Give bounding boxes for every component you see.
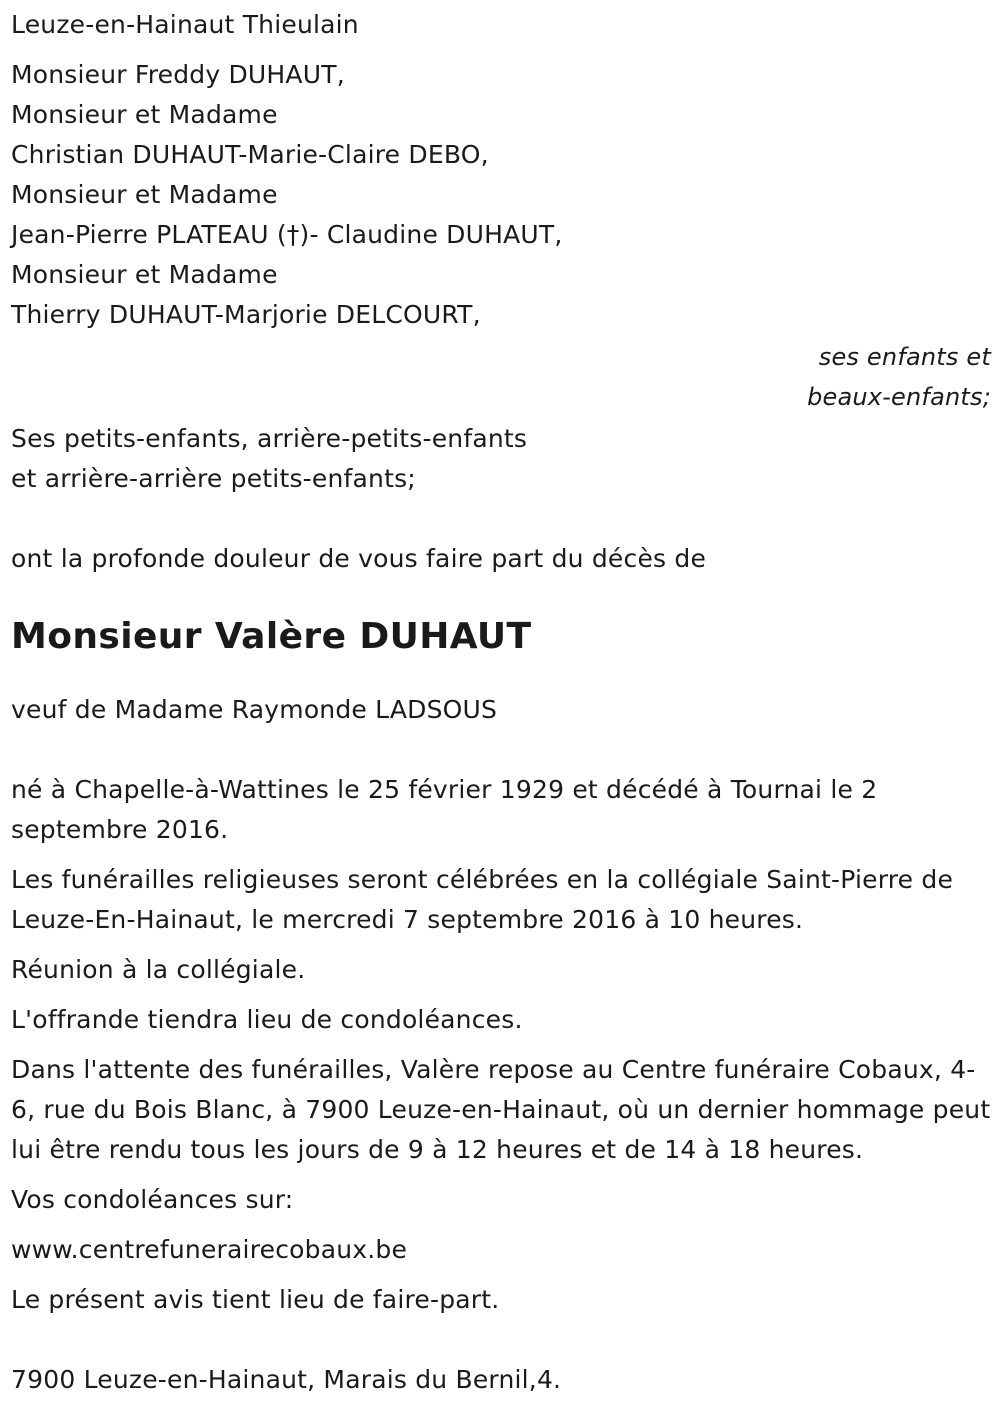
family-line: Thierry DUHAUT-Marjorie DELCOURT, [11,300,481,329]
grandchildren-line: Ses petits-enfants, arrière-petits-enfants [11,424,528,453]
website-link[interactable]: www.centrefunerairecobaux.be [11,1235,408,1264]
grandchildren-line: et arrière-arrière petits-enfants; [11,464,416,493]
condolences-label: Vos condoléances sur: [11,1185,294,1214]
deceased-name: Monsieur Valère DUHAUT [11,616,532,657]
funeral-paragraph: Les funérailles religieuses seront célébrées en la collégiale Saint-Pierre de Leuze-En-Hainaut, le mercredi 7 septembre 2016 à 10 heures. [11,865,954,934]
relation-label [11,337,991,417]
meeting-line: Réunion à la collégiale. [11,955,306,984]
family-line: Jean-Pierre PLATEAU (†)- Claudine DUHAUT, [11,220,563,249]
relation-line: beaux-enfants; [807,383,991,411]
announcement-intro: ont la profonde douleur de vous faire part du décès de [11,544,707,573]
offering-line: L'offrande tiendra lieu de condoléances. [11,1005,523,1034]
header-location: Leuze-en-Hainaut Thieulain [11,10,359,39]
birth-death-paragraph: né à Chapelle-à-Wattines le 25 février 1929 et décédé à Tournai le 2 septembre 2016. [11,775,878,844]
family-list [11,55,991,335]
notice-line: Le présent avis tient lieu de faire-part. [11,1285,500,1314]
family-line: Monsieur et Madame [11,180,278,209]
family-line: Monsieur Freddy DUHAUT, [11,60,345,89]
family-line: Monsieur et Madame [11,100,278,129]
family-line: Monsieur et Madame [11,260,278,289]
footer-address: 7900 Leuze-en-Hainaut, Marais du Bernil,4. [11,1365,562,1394]
obituary-notice [11,0,991,1400]
repose-paragraph: Dans l'attente des funérailles, Valère repose au Centre funéraire Cobaux, 4-6, rue du Bois Blanc, à 7900 Leuze-en-Hainaut, où un dernier hommage peut lui être rendu tous les jours de 9 à 12 heures et de 14 à 18 heures. [11,1055,991,1164]
family-line: Christian DUHAUT-Marie-Claire DEBO, [11,140,489,169]
relation-line: ses enfants et [818,343,991,371]
spouse-line: veuf de Madame Raymonde LADSOUS [11,695,498,724]
